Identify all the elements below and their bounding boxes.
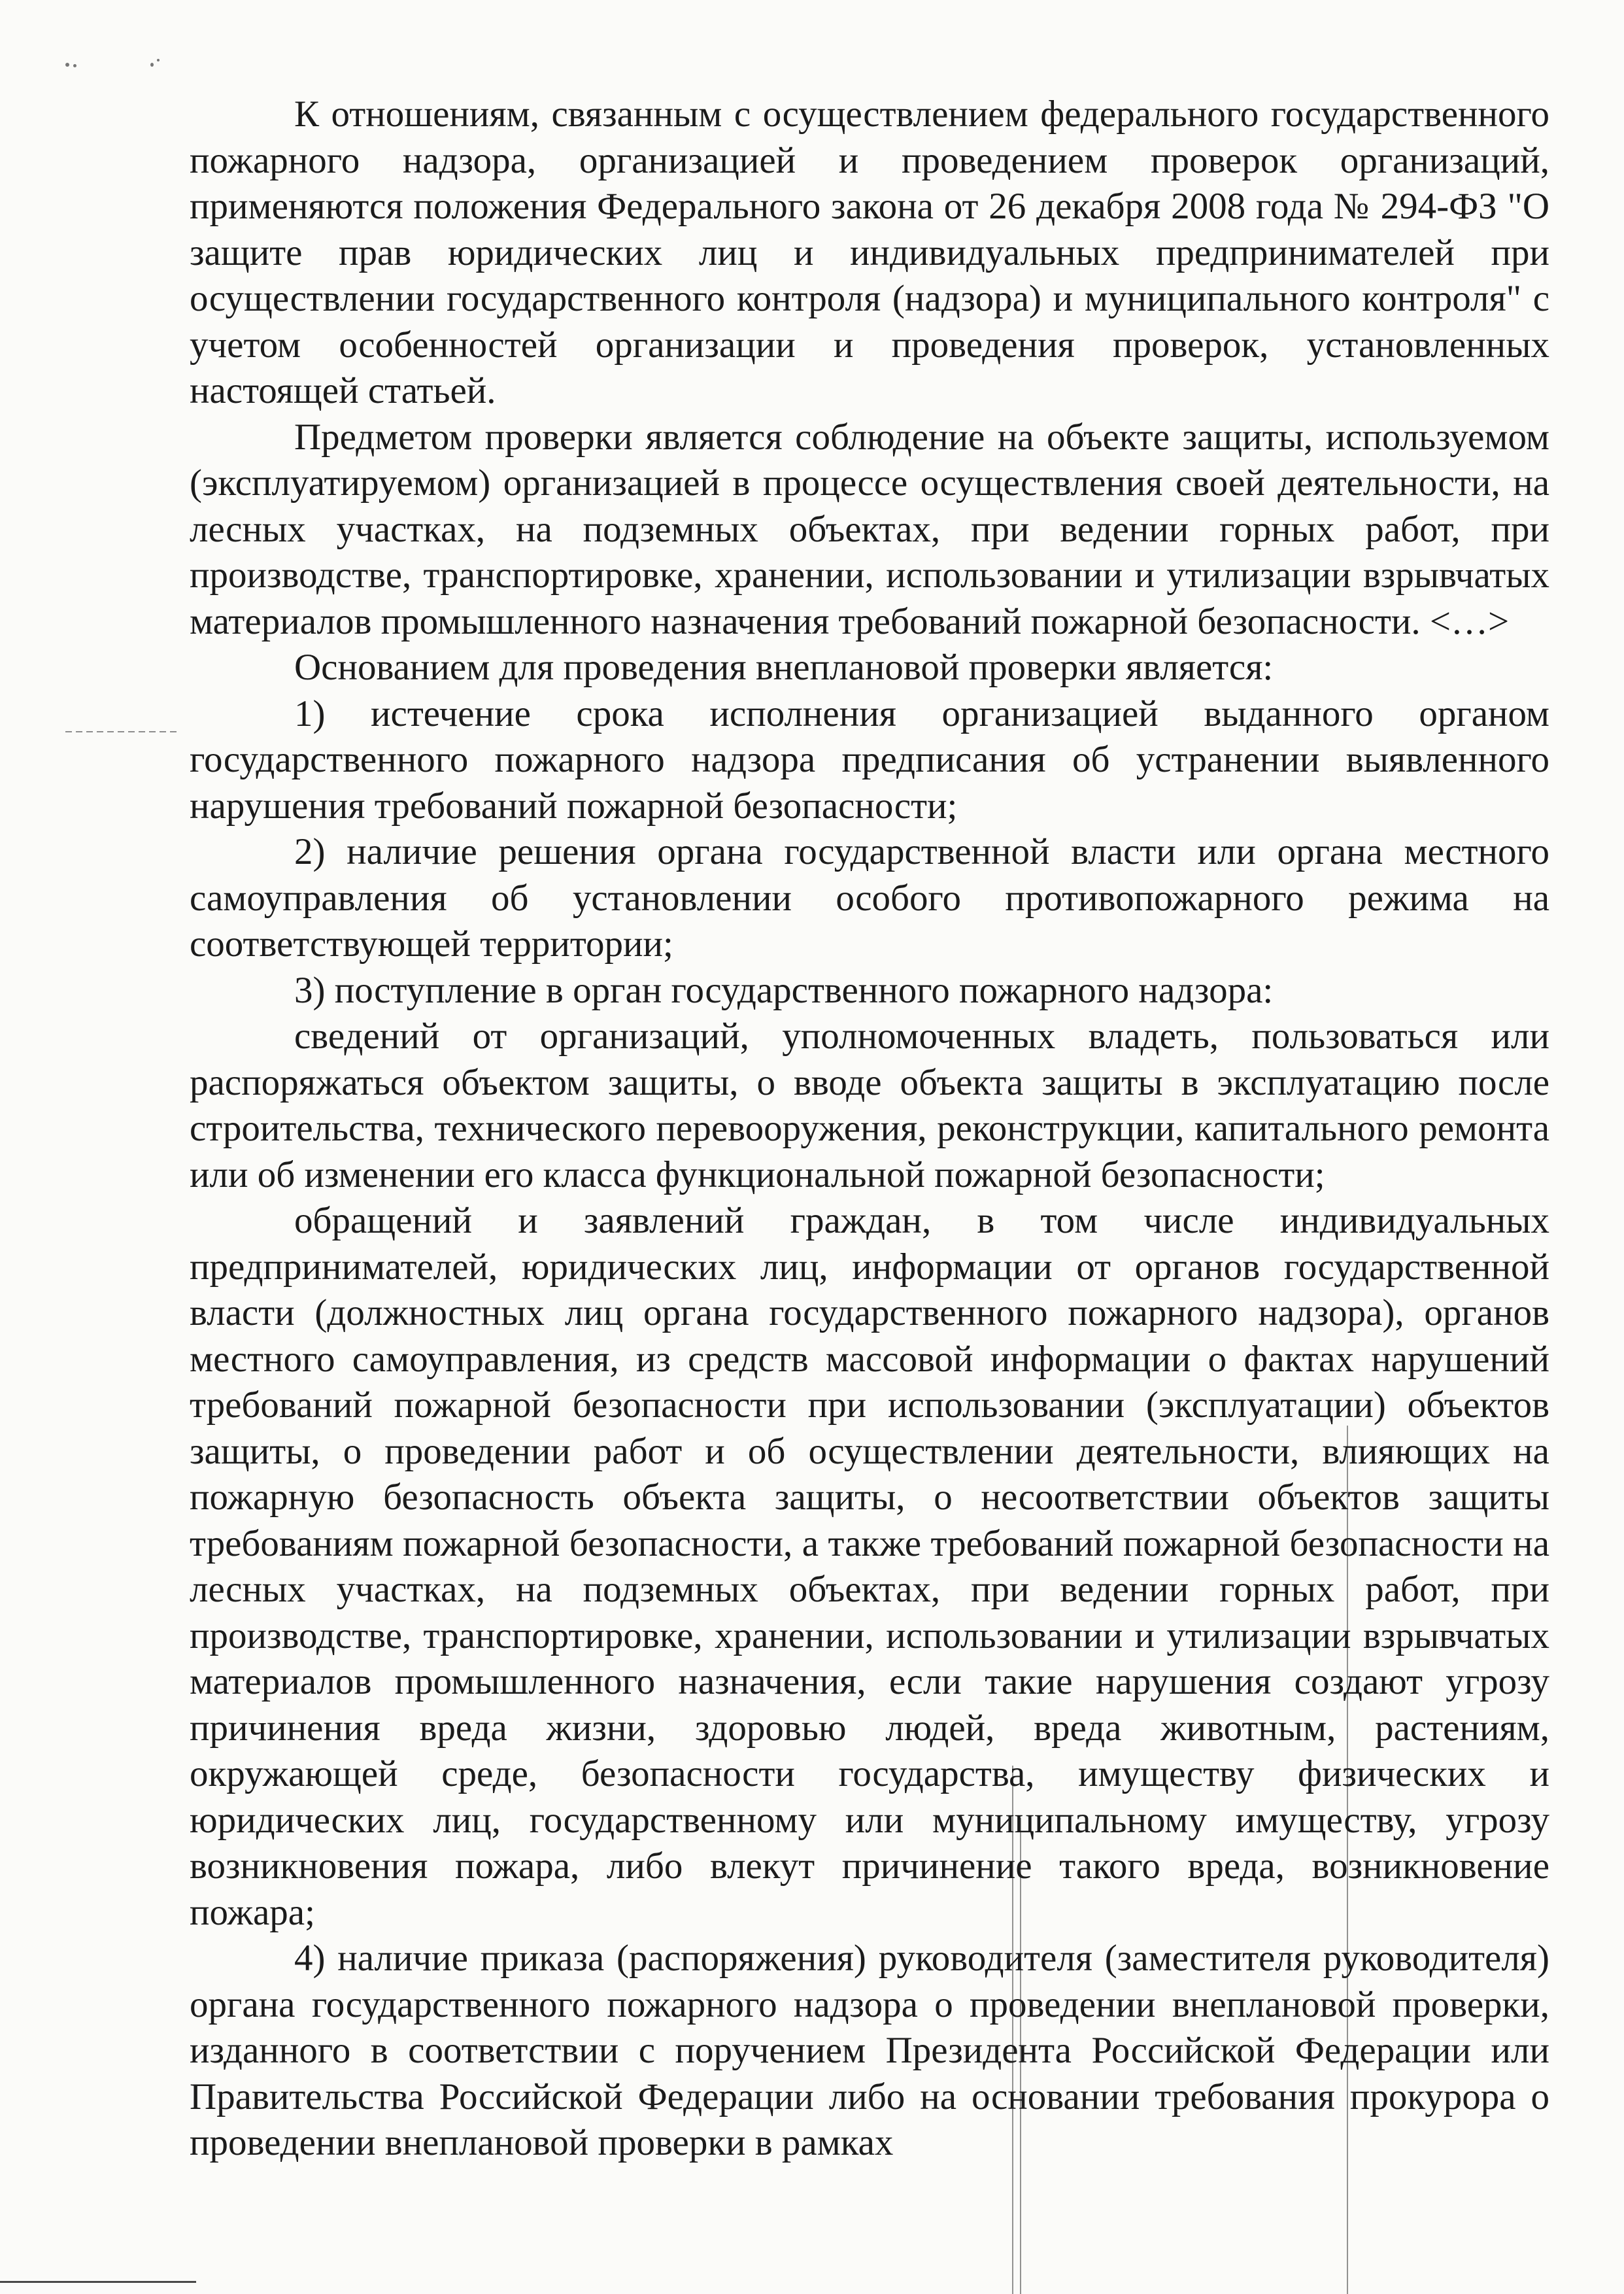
paragraph-jurisdiction: К отношениям, связанным с осуществлением федерального государственного пожарного надзора, организацией и проведением проверок организаций, применяются положения Федерального закона от 26 декабря 2008 года № 294-ФЗ "О защите прав юридических лиц и индивидуальных предпринимателей при осуществлении государственного контроля (надзора) и муниципального контроля" с учетом особенностей организации и проведения проверок, установленных настоящей статьей.	[190, 94, 1549, 411]
list-item-3-subitem-appeals: обращений и заявлений граждан, в том числе индивидуальных предпринимателей, юридических лиц, информации от органов государственной власти (должностных лиц органа государственного пожарного надзора), органов местного самоуправления, из средств массовой информации о фактах нарушений требований пожарной безопасности при использовании (эксплуатации) объектов защиты, о проведении работ и об осуществлении деятельности, влияющих на пожарную безопасность объекта защиты, о несоответствии объектов защиты требованиям пожарной безопасности, а также требований пожарной безопасности на лесных участках, на подземных объектах, при ведении горных работ, при производстве, транспортировке, хранении, использовании и утилизации взрывчатых материалов промышленного назначения, если такие нарушения создают угрозу причинения вреда жизни, здоровью людей, вреда животным, растениям, окружающей среде, безопасности государства, имуществу физических и юридических лиц, государственному или муниципальному имуществу, угрозу возникновения пожара, либо влекут причинение такого вреда, возникновение пожара;	[190, 1200, 1549, 1933]
scan-speck	[65, 63, 69, 67]
document-body	[190, 92, 1549, 2166]
paragraph-grounds-heading: Основанием для проведения внеплановой проверки является:	[294, 647, 1274, 688]
list-item-1: 1) истечение срока исполнения организацией выданного органом государственного пожарного надзора предписания об устранении выявленного нарушения требований пожарной безопасности;	[190, 693, 1549, 827]
list-item-4: 4) наличие приказа (распоряжения) руководителя (заместителя руководителя) органа государственного пожарного надзора о проведении внеплановой проверки, изданного в соответствии с поручением Президента Российской Федерации или Правительства Российской Федерации либо на основании требования прокурора о проведении внеплановой проверки в рамках	[190, 1938, 1549, 2163]
list-item-3: 3) поступление в орган государственного пожарного надзора:	[294, 969, 1274, 1011]
paragraph-subject: Предметом проверки является соблюдение на объекте защиты, используемом (эксплуатируемом) организацией в процессе осуществления своей деятельности, на лесных участках, на подземных объектах, при ведении горных работ, при производстве, транспортировке, хранении, использовании и утилизации взрывчатых материалов промышленного назначения требований пожарной безопасности. <…>	[190, 416, 1549, 642]
scan-speck	[157, 59, 160, 61]
list-item-2: 2) наличие решения органа государственной власти или органа местного самоуправления об установлении особого противопожарного режима на соответствующей территории;	[190, 831, 1549, 965]
scan-dash-mark	[65, 731, 177, 732]
scan-speck	[73, 64, 76, 67]
scan-edge-line	[0, 2281, 196, 2283]
list-item-3-subitem-info: сведений от организаций, уполномоченных владеть, пользоваться или распоряжаться объектом защиты, о вводе объекта защиты в эксплуатацию после строительства, технического перевооружения, реконструкции, капитального ремонта или об изменении его класса функциональной пожарной безопасности;	[190, 1016, 1549, 1195]
scan-speck	[150, 63, 154, 67]
